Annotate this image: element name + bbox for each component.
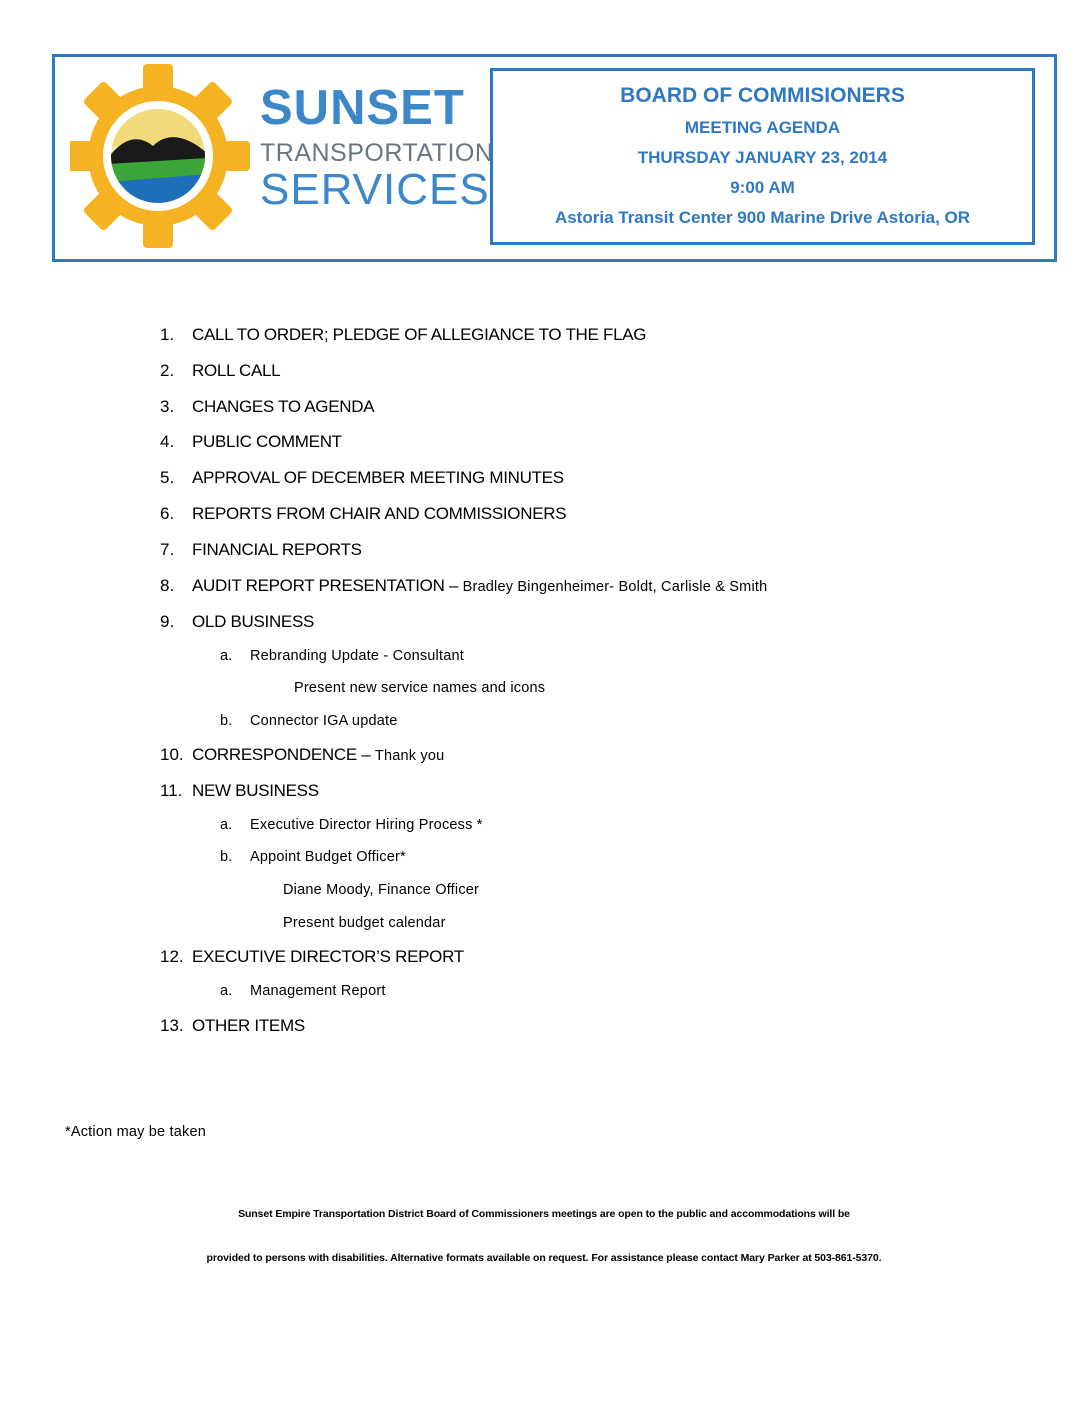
meeting-title-box bbox=[490, 68, 1035, 245]
agenda-item-title: CORRESPONDENCE – bbox=[192, 745, 371, 764]
agenda-item-number: 11. bbox=[160, 781, 183, 800]
agenda-item-number: 1. bbox=[160, 325, 175, 344]
agenda-item-label bbox=[192, 745, 444, 765]
sub-item-letter: a. bbox=[220, 648, 233, 664]
sub-item-letter: b. bbox=[220, 849, 233, 865]
agenda-item-detail: Bradley Bingenheimer- Boldt, Carlisle & Smith bbox=[462, 579, 768, 595]
sub-item-label: Rebranding Update - Consultant bbox=[250, 648, 464, 664]
footer-line-2: provided to persons with disabilities. Alternative formats available on request. For assistance please contact Mary Parker at 503-861-5370. bbox=[206, 1252, 882, 1264]
agenda-item-number: 7. bbox=[160, 540, 175, 559]
agenda-item-number: 10. bbox=[160, 745, 184, 764]
agenda-item-number: 8. bbox=[160, 576, 175, 595]
meeting-date: THURSDAY JANUARY 23, 2014 bbox=[637, 148, 888, 167]
footer-line-1: Sunset Empire Transportation District Board of Commissioners meetings are open to the public and accommodations will be bbox=[238, 1208, 850, 1220]
action-note: *Action may be taken bbox=[65, 1124, 207, 1140]
meeting-subtitle: MEETING AGENDA bbox=[684, 118, 841, 137]
logo-services-text: SERVICES bbox=[260, 165, 490, 214]
agenda-item-number: 4. bbox=[160, 432, 175, 451]
logo-transportation-text: TRANSPORTATION bbox=[260, 139, 494, 167]
agenda-item-label bbox=[192, 576, 767, 596]
agenda-item-label: NEW BUSINESS bbox=[192, 781, 319, 800]
agenda-item-label: EXECUTIVE DIRECTOR’S REPORT bbox=[192, 947, 464, 966]
agenda-item-label: CHANGES TO AGENDA bbox=[192, 397, 375, 416]
agenda-item-number: 9. bbox=[160, 612, 175, 631]
sub-item-detail: Diane Moody, Finance Officer bbox=[283, 882, 480, 898]
sub-item-detail: Present new service names and icons bbox=[294, 680, 546, 696]
sub-item-letter: a. bbox=[220, 817, 233, 833]
board-title: BOARD OF COMMISIONERS bbox=[620, 84, 905, 107]
sub-item-label: Executive Director Hiring Process * bbox=[250, 817, 483, 833]
agenda-item-label: APPROVAL OF DECEMBER MEETING MINUTES bbox=[192, 468, 564, 487]
gear-sun-logo-icon bbox=[70, 64, 250, 249]
sub-item-label: Appoint Budget Officer* bbox=[250, 849, 406, 865]
sub-item-label: Connector IGA update bbox=[250, 713, 398, 729]
meeting-time: 9:00 AM bbox=[730, 178, 795, 197]
agenda-item-label: REPORTS FROM CHAIR AND COMMISSIONERS bbox=[192, 504, 567, 523]
logo-sunset-text: SUNSET bbox=[260, 81, 465, 135]
sunset-logo bbox=[70, 64, 494, 249]
logo-wordmark bbox=[260, 81, 494, 214]
meeting-location: Astoria Transit Center 900 Marine Drive Astoria, OR bbox=[554, 208, 971, 227]
agenda-item-label: PUBLIC COMMENT bbox=[192, 432, 342, 451]
sub-item-label: Management Report bbox=[250, 983, 386, 999]
agenda-item-label: ROLL CALL bbox=[192, 361, 281, 380]
agenda-item-number: 3. bbox=[160, 397, 175, 416]
agenda-item-title: AUDIT REPORT PRESENTATION – bbox=[192, 576, 459, 595]
sub-item-detail: Present budget calendar bbox=[283, 915, 446, 931]
agenda-item-label: FINANCIAL REPORTS bbox=[192, 540, 362, 559]
agenda-item-number: 2. bbox=[160, 361, 175, 380]
agenda-item-number: 13. bbox=[160, 1016, 184, 1035]
agenda-item-label: OTHER ITEMS bbox=[192, 1016, 305, 1035]
agenda-item-label: OLD BUSINESS bbox=[192, 612, 315, 631]
sub-item-letter: b. bbox=[220, 713, 233, 729]
sub-item-letter: a. bbox=[220, 983, 233, 999]
agenda-item-label: CALL TO ORDER; PLEDGE OF ALLEGIANCE TO THE FLAG bbox=[192, 325, 647, 344]
agenda-item-detail: Thank you bbox=[374, 748, 445, 764]
agenda-item-number: 6. bbox=[160, 504, 175, 523]
agenda-item-number: 5. bbox=[160, 468, 175, 487]
agenda-item-number: 12. bbox=[160, 947, 184, 966]
